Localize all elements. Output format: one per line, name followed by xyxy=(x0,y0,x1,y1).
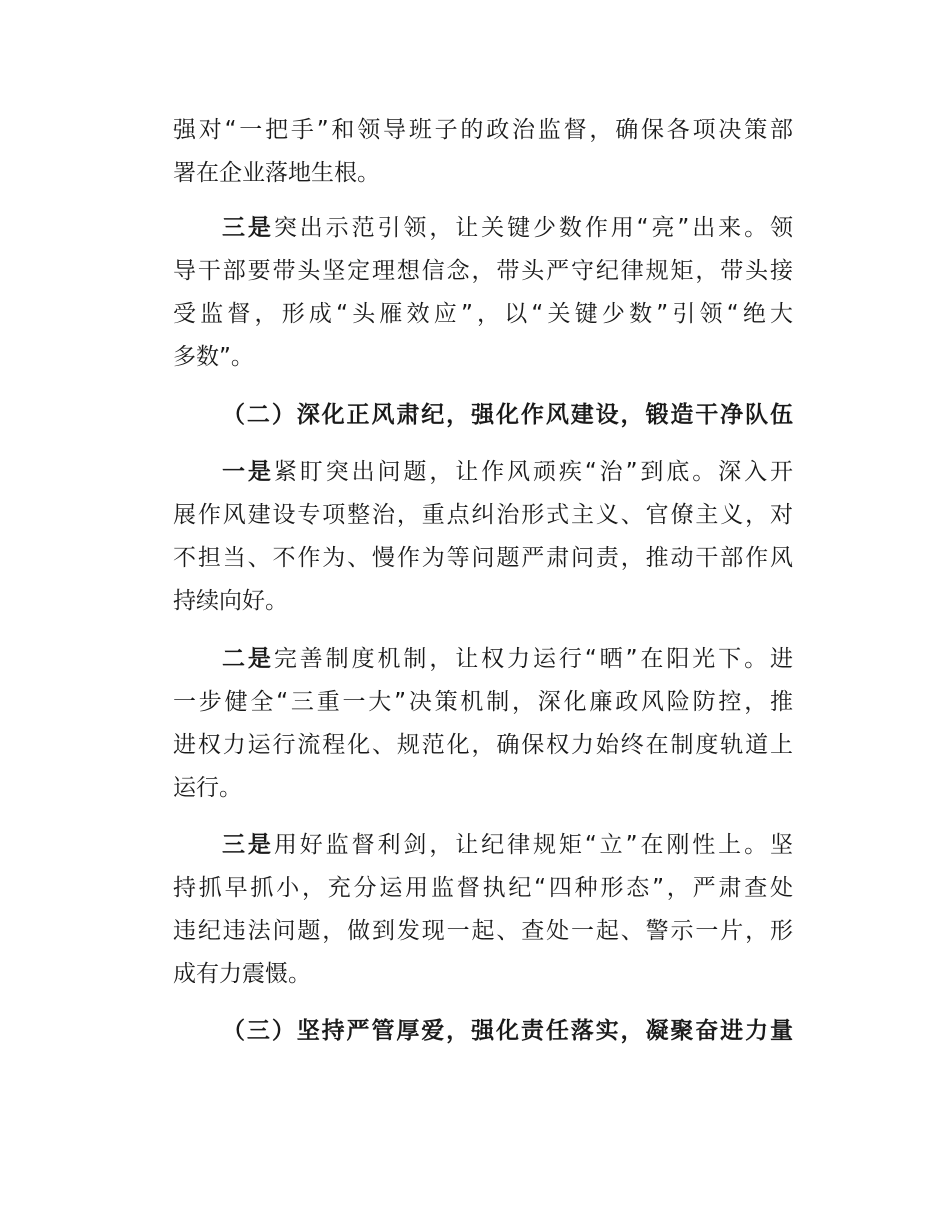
paragraph-first-line xyxy=(222,639,793,679)
item-lead: 一是 xyxy=(222,459,274,485)
paragraph-first-line xyxy=(222,208,793,248)
paragraph-line: 受监督，形成“头雁效应”，以“关键少数”引领“绝大 xyxy=(173,301,793,327)
paragraph-line: 成有力震慑。 xyxy=(173,961,311,987)
paragraph-line: 署在企业落地生根。 xyxy=(173,160,380,186)
item-lead: 三是 xyxy=(222,832,274,858)
paragraph-line: 多数”。 xyxy=(173,344,254,370)
item-lead: 二是 xyxy=(222,646,274,672)
paragraph-line: 不担当、不作为、慢作为等问题严肃问责，推动干部作风 xyxy=(173,545,793,571)
section-heading: （三）坚持严管厚爱，强化责任落实，凝聚奋进力量 xyxy=(222,1018,793,1044)
paragraph-line: 展作风建设专项整治，重点纠治形式主义、官僚主义，对 xyxy=(173,502,793,528)
paragraph-line: 持续向好。 xyxy=(173,588,288,614)
paragraph-line: 导干部要带头坚定理想信念，带头严守纪律规矩，带头接 xyxy=(173,258,793,284)
section-heading: （二）深化正风肃纪，强化作风建设，锻造干净队伍 xyxy=(222,402,793,428)
paragraph-first-line xyxy=(222,452,793,492)
paragraph-line: 进权力运行流程化、规范化，确保权力始终在制度轨道上 xyxy=(173,732,793,758)
paragraph-text: 完善制度机制，让权力运行“晒”在阳光下。进 xyxy=(273,646,793,672)
paragraph-first-line xyxy=(222,825,793,865)
paragraph-text: 紧盯突出问题，让作风顽疾“治”到底。深入开 xyxy=(273,459,793,485)
paragraph-text: 用好监督利剑，让纪律规矩“立”在刚性上。坚 xyxy=(273,832,793,858)
paragraph-line: 一步健全“三重一大”决策机制，深化廉政风险防控，推 xyxy=(173,689,793,715)
paragraph-line: 持抓早抓小，充分运用监督执纪“四种形态”，严肃查处 xyxy=(173,875,793,901)
item-lead: 三是 xyxy=(222,215,274,241)
paragraph-line: 运行。 xyxy=(173,775,242,801)
paragraph-line: 违纪违法问题，做到发现一起、查处一起、警示一片，形 xyxy=(173,918,793,944)
paragraph-text: 突出示范引领，让关键少数作用“亮”出来。领 xyxy=(273,215,793,241)
paragraph-line: 强对“一把手”和领导班子的政治监督，确保各项决策部 xyxy=(173,117,793,143)
